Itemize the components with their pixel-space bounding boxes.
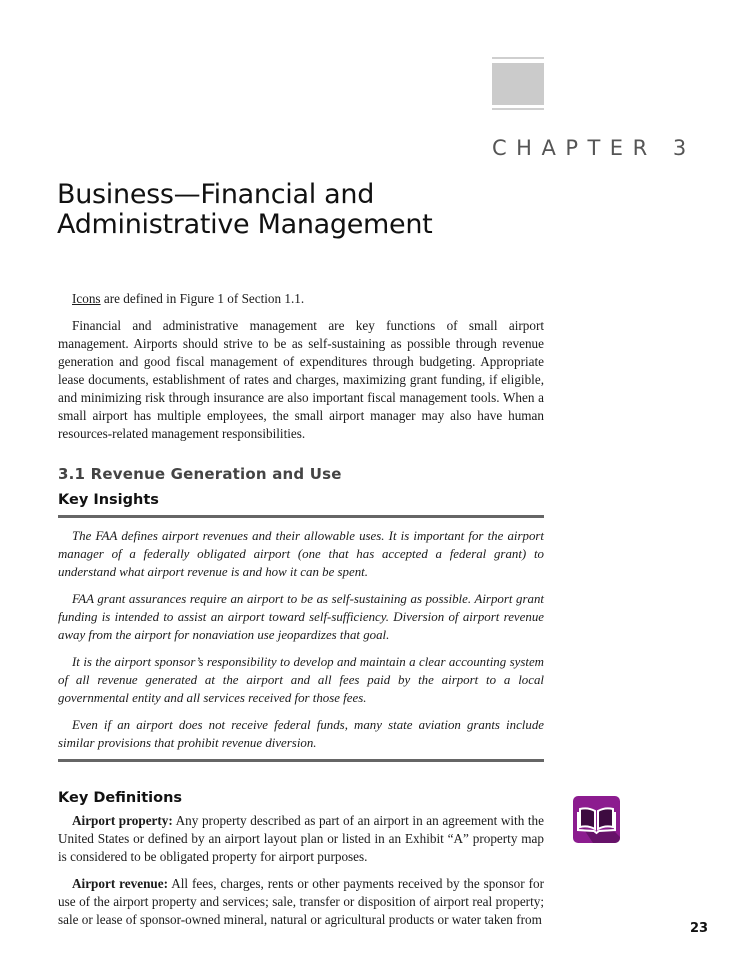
definition-text: All fees, charges, rents or other payments received by the sponsor for use of the airport property and services; sale, transfer or disposition of airport real property; sale or lease of sponsor-owned mineral, natural or agricultural products or water taken from: [58, 875, 544, 927]
book-glyph: [573, 796, 620, 843]
key-insights-heading: Key Insights: [58, 492, 159, 509]
icons-link[interactable]: Icons: [72, 291, 101, 306]
decoration-top-line: [492, 57, 544, 59]
page-number: 23: [690, 921, 709, 936]
insight-paragraph: The FAA defines airport revenues and their allowable uses. It is important for the airport manager of a federally obligated airport (one that has accepted a federal grant) to understand what airport revenue is and how it can be spent.: [58, 529, 544, 580]
definition-text: Any property described as part of an airport in an agreement with the United States or defined by an airport layout plan or listed in an Exhibit “A” property map is considered to be obligated property for airport purposes.: [58, 812, 544, 864]
chapter-decoration: [492, 57, 544, 110]
icons-note: [58, 290, 544, 308]
insight-paragraph: FAA grant assurances require an airport to be as self-sustaining as possible. Airport grant funding is intended to assist an airport toward self-sufficiency. Diversion of airport revenue away from the airport for nonaviation use jeopardizes that goal.: [58, 592, 544, 643]
book-icon: [573, 796, 620, 843]
intro-paragraph: Financial and administrative management are key functions of small airport management. Airports should strive to be as self-sustaining as possible through revenue generation and good fiscal management of expenditures through budgeting. Appropriate lease documents, establishment of rates and charges, maximizing grant funding, if eligible, and minimizing risk through insurance are also important fiscal management tools. When a small airport has multiple employees, the small airport manager may also have human resources-related management responsibilities.: [58, 317, 544, 442]
decoration-bottom-line: [492, 108, 544, 110]
icons-note-text: are defined in Figure 1 of Section 1.1.: [100, 291, 305, 306]
decoration-square: [492, 63, 544, 105]
page-content: [58, 290, 544, 937]
chapter-title-line-1: Business—Financial and: [57, 179, 375, 210]
insight-paragraph: Even if an airport does not receive federal funds, many state aviation grants include similar provisions that prohibit revenue diversion.: [58, 717, 544, 750]
chapter-title-line-2: Administrative Management: [57, 209, 433, 240]
key-definitions-heading: Key Definitions: [58, 789, 183, 806]
definitions-list: [58, 812, 544, 929]
chapter-label: CHAPTER 3: [492, 136, 696, 160]
insights-top-rule: [58, 515, 544, 518]
section-heading: 3.1 Revenue Generation and Use: [58, 465, 342, 484]
definition-item: [58, 875, 544, 929]
insights-bottom-rule: [58, 759, 544, 762]
chapter-title: [57, 180, 537, 240]
key-insights-box: [58, 515, 544, 762]
insight-paragraph: It is the airport sponsor’s responsibility to develop and maintain a clear accounting system of all revenue generated at the airport and all fees paid by the airport to a local governmental entity and all services received for those fees.: [58, 654, 544, 705]
definition-term: Airport property:: [72, 812, 173, 828]
definition-item: [58, 812, 544, 866]
definition-term: Airport revenue:: [72, 875, 168, 891]
